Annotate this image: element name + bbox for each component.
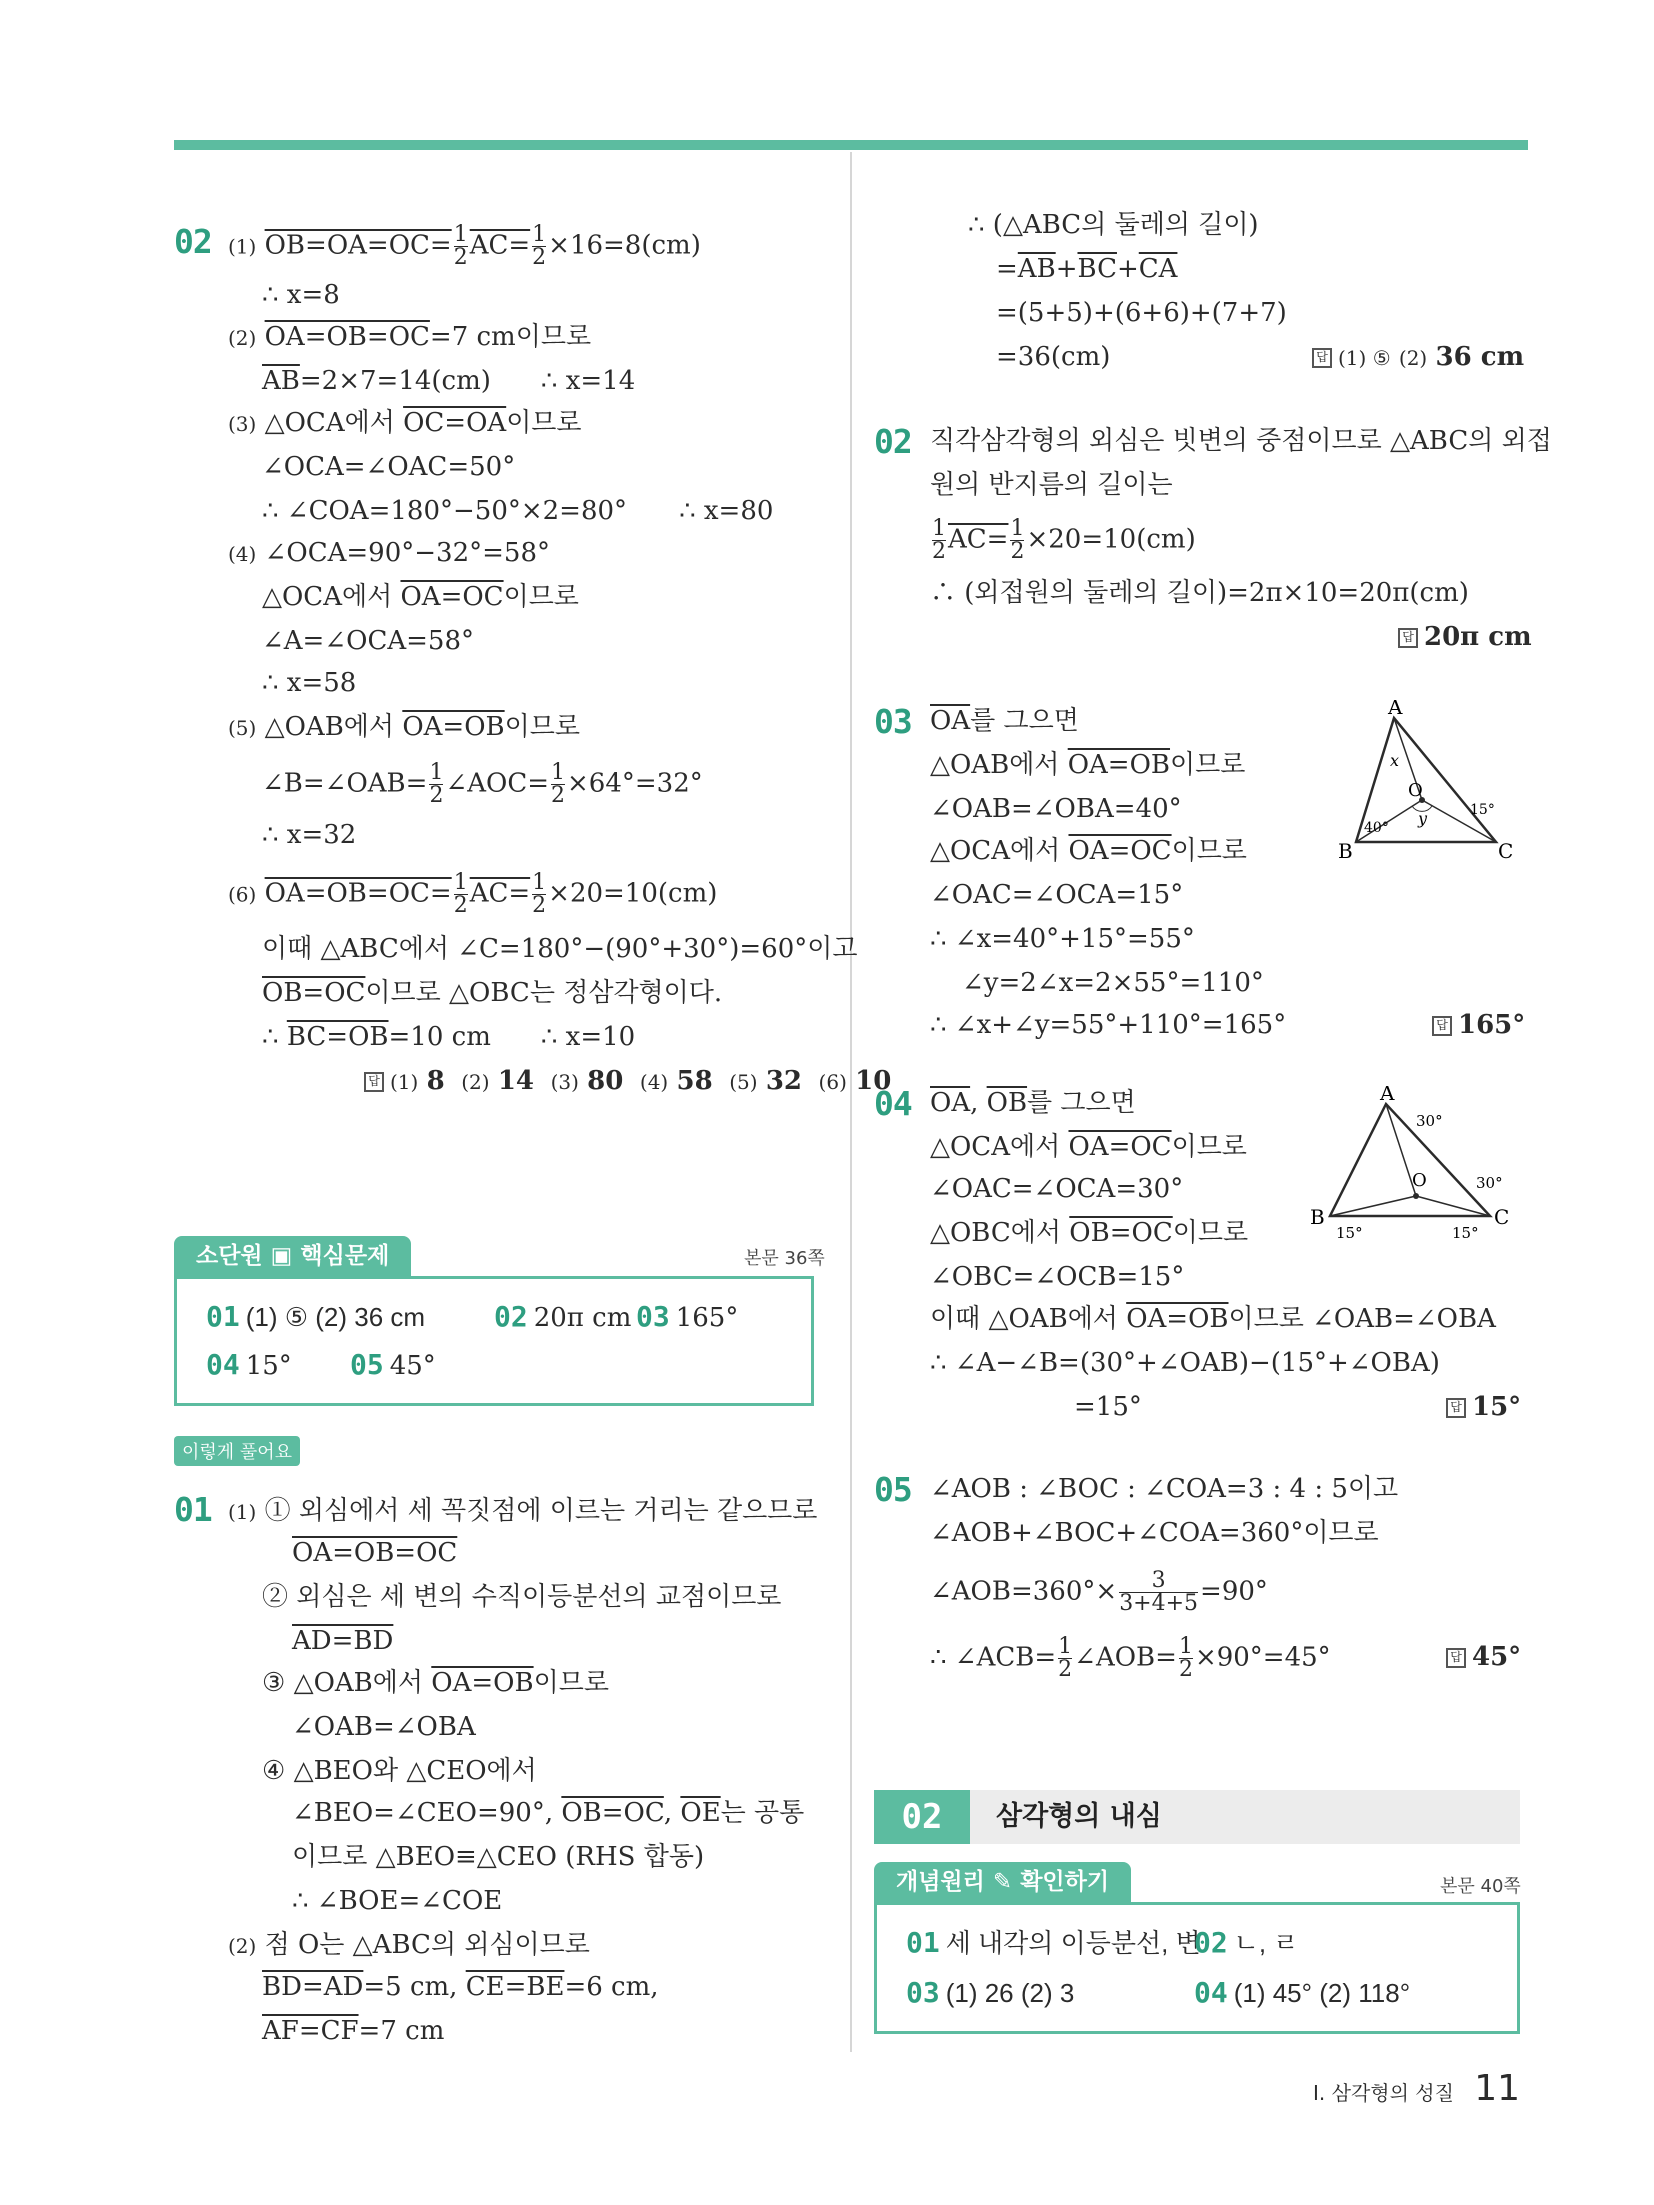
question-number: 04 [874,1084,912,1123]
checklist-icon: ▣ [270,1243,293,1269]
solution-line: △OCA에서 OA=OC이므로 [930,836,1247,866]
concept-answer: 02 ㄴ, ㄹ [1194,1926,1299,1959]
label-y: y [1418,809,1428,828]
solution-line: ④ △BEO와 △CEO에서 [262,1756,537,1786]
solution-line: ∴ ∠x=40°+15°=55° [930,924,1195,954]
solution-line: (4) ∠OCA=90°−32°=58° [228,538,550,568]
question-number: 02 [874,422,912,461]
page-number: 11 [1474,2068,1520,2109]
page-footer [1313,2068,1520,2109]
pencil-note-icon: ✎ [992,1869,1013,1895]
solution-line: ∠OBC=∠OCB=15° [930,1262,1185,1292]
core-answers-box [174,1276,814,1406]
solution-line: ③ △OAB에서 OA=OB이므로 [262,1668,609,1698]
answer-icon: 답 [364,1072,384,1092]
solution-line: =(5+5)+(6+6)+(7+7) [996,298,1287,328]
label-B: B [1310,1205,1325,1229]
solution-line: ∴ ∠A−∠B=(30°+∠OAB)−(15°+∠OBA) [930,1348,1440,1378]
solution-line: $=\overline{AB}+\overline{BC}+\overline{CA}$ [996,254,1178,284]
fraction: $\frac{1}{2}$ [453,222,468,270]
solution-line: 원의 반지름의 길이는 [930,470,1173,500]
triangle-figure-q04 [1300,1086,1530,1246]
fraction: $\frac{1}{2}$ [1058,1634,1073,1682]
answer-icon: 답 [1398,628,1418,648]
answer-icon: 답 [1446,1648,1466,1668]
fraction: $\frac{1}{2}$ [551,760,566,808]
question-number: 02 [174,222,212,261]
solution-line: AD=BD [292,1626,394,1656]
solution-line: ② 외심은 세 변의 수직이등분선의 교점이므로 [262,1582,782,1612]
column-divider [850,152,852,2052]
solution-line: $\frac{1}{2}$ AC= $\frac{1}{2}$ ×20=10(cm) [932,516,1196,564]
question-number: 01 [174,1490,212,1529]
fraction: $\frac{1}{2}$ [429,760,444,808]
solution-line: ∠AOB+∠BOC+∠COA=360°이므로 [930,1518,1379,1548]
core-answer: 03 165° [636,1300,739,1333]
fraction: $\frac{3}{3+4+5}$ [1119,1568,1199,1616]
solution-line: 이때 △OAB에서 OA=OB이므로 ∠OAB=∠OBA [930,1304,1496,1334]
concept-answer: 04 (1) 45° (2) 118° [1194,1976,1411,2009]
solution-line: $\overline{AB}=2\times 7=14(cm)$ ∴ x=14 [262,366,636,396]
fraction: $\frac{1}{2}$ [1010,516,1025,564]
label-A: A [1388,700,1403,719]
solution-line: OB=OC이므로 △OBC는 정삼각형이다. [262,978,723,1008]
fraction: $\frac{1}{2}$ [453,870,468,918]
solution-line: ∴ BC=OB=10 cm ∴ x=10 [262,1022,636,1052]
fraction: $\frac{1}{2}$ [532,222,547,270]
solution-line: △OCA에서 OA=OC이므로 [262,582,579,612]
solution-line: $\overline{OA}$를 그으면 [930,706,1079,736]
solution-line: ∠OCA=∠OAC=50° [262,452,516,482]
solution-line: (1) OB=OA=OC= $\frac{1}{2}$ AC= $\frac{1}{2}$ ×16=8(cm) [228,222,701,270]
solution-line: ∴ ∠BOE=∠COE [292,1886,503,1916]
solution-line: ∠BEO=∠CEO=90°, OB=OC, $\overline{OE}$는 공통 [292,1798,805,1828]
label-15-right: 15° [1452,1224,1479,1242]
section-title: 삼각형의 내심 [996,1801,1162,1832]
answer-line: 답 15° [1446,1390,1521,1424]
concept-answers-box [874,1902,1520,2034]
label-15-left: 15° [1336,1224,1363,1242]
solution-line: 이때 △ABC에서 ∠C=180°−(90°+30°)=60°이고 [262,934,858,964]
label-40: 40° [1364,820,1389,836]
label-O: O [1408,780,1423,801]
label-O: O [1412,1170,1427,1191]
solution-line: (5) △OAB에서 OA=OB이므로 [228,712,580,742]
solution-line: (2) OA=OB=OC=7 cm이므로 [228,322,592,352]
solution-line: △OAB에서 OA=OB이므로 [930,750,1246,780]
solution-line: 이므로 △BEO≡△CEO (RHS 합동) [292,1842,705,1872]
solution-line: (3) △OCA에서 OC=OA이므로 [228,408,582,438]
solution-line: ∠OAB=∠OBA=40° [930,794,1182,824]
answer-line: 답 (1) 8 (2) 14 (3) 80 (4) 58 (5) 32 (6) 10 [364,1064,891,1099]
solution-line: ∴ (△ABC의 둘레의 길이) [968,210,1259,240]
solution-line: ∴ x=8 [262,280,340,310]
core-answer: 04 15° [206,1348,292,1381]
solution-line: ∴ x=58 [262,668,357,698]
answer-line: 답 20π cm [1398,620,1532,654]
label-x: x [1390,751,1400,770]
solution-line: ∴ ∠x+∠y=55°+110°=165° [930,1010,1287,1040]
page-reference: 본문 36쪽 [744,1248,825,1269]
answer-icon: 답 [1312,348,1332,368]
label-C: C [1494,1205,1510,1229]
solution-line: △OCA에서 OA=OC이므로 [930,1132,1247,1162]
solution-line: ∠A=∠OCA=58° [262,626,474,656]
solution-line: $\overline{OA}$, $\overline{OB}$를 그으면 [930,1088,1136,1118]
solution-line: ∠OAC=∠OCA=15° [930,880,1184,910]
solution-line: ∴ (외접원의 둘레의 길이)=2π×10=20π(cm) [930,578,1469,608]
answer-line: 답 (1) ⑤ (2) 36 cm [1312,340,1524,375]
section-number: 02 [874,1790,970,1844]
chapter-title: I. 삼각형의 성질 [1313,2081,1454,2105]
label-C: C [1498,839,1514,863]
solution-line: ∴ ∠COA=180°−50°×2=80° ∴ x=80 [262,496,774,526]
solution-line: OA=OB=OC [292,1538,458,1568]
solution-line: =36(cm) [996,342,1111,372]
concept-check-tab: 개념원리 ✎ 확인하기 [874,1862,1131,1902]
solution-line: (6) OA=OB=OC= $\frac{1}{2}$ AC= $\frac{1}{2}$ ×20=10(cm) [228,870,718,918]
label-15: 15° [1470,802,1495,818]
top-accent-bar [174,140,1528,150]
core-answer: 02 20π cm [494,1300,632,1333]
solution-line: ∠OAC=∠OCA=30° [930,1174,1184,1204]
concept-answer: 03 (1) 26 (2) 3 [906,1976,1075,2009]
label-B: B [1338,839,1353,863]
answer-icon: 답 [1432,1016,1452,1036]
solution-line: △OBC에서 OB=OC이므로 [930,1218,1249,1248]
fraction: $\frac{1}{2}$ [532,870,547,918]
question-number: 03 [874,702,912,741]
solution-line: =15° [1074,1392,1142,1422]
solution-line: ∠y=2∠x=2×55°=110° [962,968,1264,998]
label-30-top: 30° [1416,1112,1443,1130]
solution-line: AF=CF=7 cm [262,2016,445,2046]
solution-line: ∠B=∠OAB= $\frac{1}{2}$ ∠AOC= $\frac{1}{2}$ ×64°=32° [262,760,703,808]
question-number: 05 [874,1470,912,1509]
fraction: $\frac{1}{2}$ [932,516,946,564]
concept-answer: 01 세 내각의 이등분선, 변 [906,1926,1201,1959]
solution-line: ∴ x=32 [262,820,357,850]
answer-line: 답 165° [1432,1008,1525,1042]
label-A: A [1380,1086,1395,1105]
core-answer: 01 (1) ⑤ (2) 36 cm [206,1300,426,1333]
answer-icon: 답 [1446,1398,1466,1418]
label-30-right: 30° [1476,1174,1503,1192]
solution-line: (2) 점 O는 △ABC의 외심이므로 [228,1930,590,1960]
solution-line: ∠OAB=∠OBA [292,1712,476,1742]
solution-line: BD=AD=5 cm, CE=BE=6 cm, [262,1972,659,2002]
solution-line: ∴ ∠ACB= $\frac{1}{2}$ ∠AOB= $\frac{1}{2}$ ×90°=45° [930,1634,1331,1682]
solve-label: 이렇게 풀어요 [174,1436,300,1466]
fraction: $\frac{1}{2}$ [1178,1634,1193,1682]
answer-line: 답 45° [1446,1640,1521,1674]
section-header-bar [874,1790,1520,1844]
solution-line: ∠AOB=360°× $\frac{3}{3+4+5}$ =90° [930,1568,1268,1616]
core-answer: 05 45° [350,1348,436,1381]
solution-line: ∠AOB : ∠BOC : ∠COA=3 : 4 : 5이고 [930,1474,1399,1504]
page-reference: 본문 40쪽 [1440,1876,1521,1897]
solution-line: (1) ① 외심에서 세 꼭짓점에 이르는 거리는 같으므로 [228,1496,818,1526]
solution-line: 직각삼각형의 외심은 빗변의 중점이므로 △ABC의 외접 [930,426,1552,456]
triangle-figure-q03 [1330,700,1530,870]
core-problems-tab: 소단원 ▣ 핵심문제 [174,1236,411,1276]
